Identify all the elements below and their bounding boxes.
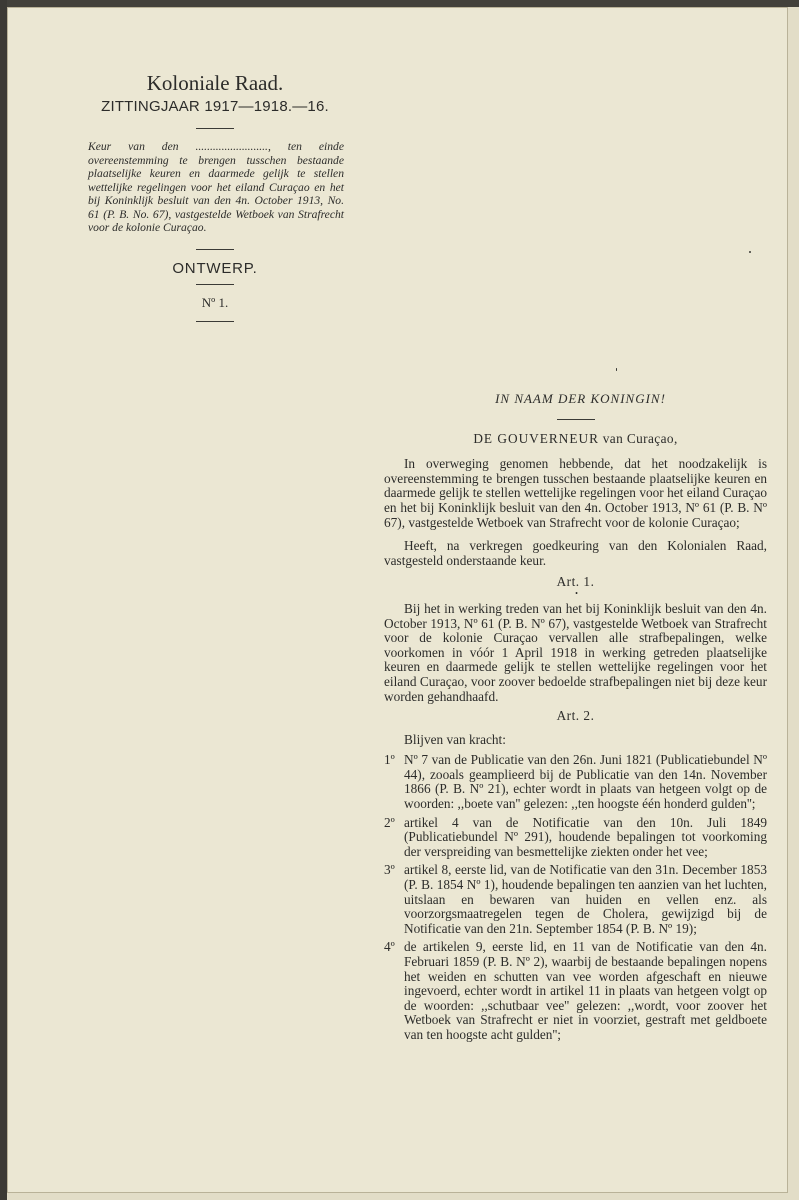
list-item-number: 3º — [384, 862, 395, 878]
divider — [196, 321, 234, 322]
divider — [196, 249, 234, 250]
header-block — [82, 70, 348, 322]
preamble-enactment: Heeft, na verkregen goedkeuring van den Kolonialen Raad, vastgesteld onderstaande keur. — [384, 538, 767, 568]
list-item — [384, 863, 767, 936]
article-1-title: Art. 1. — [556, 574, 595, 590]
scan-border-left — [0, 0, 7, 1200]
scan-speck — [616, 368, 617, 371]
article-1-text: Bij het in werking treden van het bij Koninklijk besluit van den 4n. October 1913, Nº 61 (P. B. Nº 67), vastgestelde Wetboek van Strafrecht voor de kolonie Curaçao vervallen alle strafbepalingen, welke voorkomen in vóór 1 April 1918 in werking getreden plaatselijke keuren en daarmede gelijk te stellen wettelijke regelingen voor het eiland Curaçao, voor zoover bedoelde strafbepalingen niet bij deze keur worden gehandhaafd. — [384, 600, 767, 704]
scan-border-top — [0, 0, 799, 7]
list-item-text: Nº 7 van de Publicatie van den 26n. Juni 1821 (Publicatiebundel Nº 44), zooals geamplieerd bij de Publicatie van den 14n. November 1866 (P. B. Nº 21), echter wordt in plaats van hetgeen volgt op de woorden: ,,boete van'' gelezen: ,,ten hoogste één honderd gulden''; — [404, 752, 767, 812]
list-item-text: artikel 8, eerste lid, van de Notificatie van den 31n. December 1853 (P. B. 1854 Nº 1), houdende bepalingen ten aanzien van het luchten, uitslaan en bewaren van huiden en vellen enz. als voorzorgsmaatregelen tegen de Cholera, gewijzigd bij de Notificatie van den 21n. September 1854 (P. B. Nº 19); — [404, 862, 767, 936]
divider — [557, 419, 595, 420]
article-2-intro: Blijven van kracht: — [404, 731, 506, 747]
article-2-title: Art. 2. — [556, 708, 595, 724]
list-item — [384, 940, 767, 1042]
ink-dot: • — [575, 588, 578, 598]
divider — [196, 284, 234, 285]
list-item — [384, 753, 767, 811]
list-item-number: 1º — [384, 752, 395, 768]
preamble-considering: In overweging genomen hebbende, dat het noodzakelijk is overeenstemming te brengen tusschen bestaande plaatselijke keuren en daarmede gelijk te stellen wettelijke regelingen voor het eiland Curaçao en het bij Koninklijk besluit van den 4n. October 1913, Nº 61 (P. B. Nº 67), vastgestelde Wetboek van Strafrecht voor de kolonie Curaçao; — [384, 456, 767, 530]
document-page — [7, 7, 788, 1193]
scan-speck — [749, 251, 751, 253]
list-item-text: de artikelen 9, eerste lid, en 11 van de Notificatie van den 4n. Februari 1859 (P. B. Nº 2), waarbij de bestaande bepalingen nopens het weiden en schutten van vee worden afgeschaft en nieuwe ingevoerd, echter wordt in artikel 11 in plaats van hetgeen volgt op de woorden: ,,schutbaar vee'' gelezen: ,,wordt, voor zoover het Wetboek van Strafrecht er niet in voorziet, gestraft met geldboete van ten hoogste acht gulden''; — [404, 939, 767, 1042]
governor-title: DE GOUVERNEUR — [473, 430, 599, 446]
keur-description: Keur van den ........................., ten einde overeenstemming te brengen tusschen bestaande plaatselijke keuren en daarmede gelijk te stellen wettelijke regelingen voor het eiland Curaçao en het bij Koninklijk besluit van den 4n. October 1913, No. 61 (P. B. No. 67), vastgestelde Wetboek van Strafrecht voor de kolonie Curaçao. — [88, 140, 344, 234]
divider — [196, 128, 234, 129]
governor-heading — [384, 432, 767, 447]
list-item — [384, 816, 767, 860]
council-name: Koloniale Raad. — [146, 71, 284, 95]
draft-label: ONTWERP. — [172, 259, 258, 277]
list-item-number: 4º — [384, 939, 395, 955]
list-item-number: 2º — [384, 814, 395, 830]
session-year: ZITTINGJAAR 1917—1918.—16. — [101, 98, 329, 115]
invocation: IN NAAM DER KONINGIN! — [495, 391, 666, 406]
main-text — [384, 392, 767, 1043]
draft-number: Nº 1. — [201, 294, 229, 310]
list-item-text: artikel 4 van de Notificatie van den 10n. Juli 1849 (Publicatiebundel Nº 291), houdende bepalingen tot voorkoming der verspreiding van besmettelijke ziekten onder het vee; — [404, 814, 767, 859]
governor-territory: van Curaçao, — [602, 430, 678, 446]
